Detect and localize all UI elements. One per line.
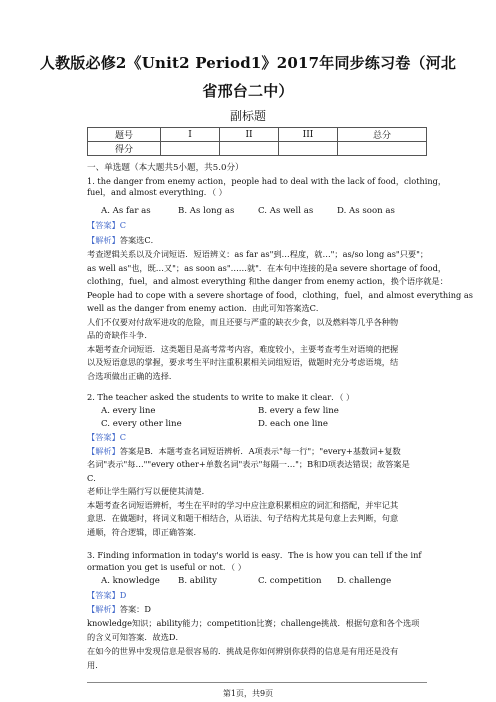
question-2-analysis-line: 意思．在做题时，将词义和题干相结合，从语法、句子结构尤其是句意上去判断，句意	[87, 513, 399, 523]
score-table-header: III	[279, 128, 338, 142]
question-1-option-c: C. As well as	[258, 206, 314, 216]
question-2-analysis-line: 名词"表示"每…""every other+单数名词"表示"每隔一…"；B和D项表达错误；故答案是	[87, 459, 410, 469]
question-3-analysis-line: 答案：D	[119, 604, 151, 614]
document-subtitle: 副标题	[229, 109, 266, 123]
score-table-header: I	[161, 128, 220, 142]
score-table	[87, 127, 427, 156]
question-1-line: 1. the danger from enemy action，people had to deal with the lack of food，clothing，	[87, 176, 447, 186]
question-1-analysis-line: 以及短语意思的掌握，要求考生平时注重积累相关词组短语，做题时充分考虑语境，结	[87, 357, 399, 367]
score-table-header: II	[220, 128, 279, 142]
score-table-header-row	[88, 128, 427, 142]
question-1-answer: 【答案】C	[87, 220, 127, 230]
question-1-analysis-line: People had to cope with a severe shortage of food，clothing，fuel，and almost everything as	[87, 290, 473, 300]
score-cell	[161, 142, 220, 156]
question-2-option-d: D. each one line	[258, 419, 328, 429]
question-3-option-b: B. ability	[178, 576, 217, 586]
question-3-option-c: C. competition	[258, 576, 322, 586]
question-3-line: 3. Finding information in today's world is easy．The is how you can tell if the inf	[87, 550, 422, 560]
question-3-option-a: A. knowledge	[101, 576, 160, 586]
score-cell	[220, 142, 279, 156]
footer-divider	[87, 682, 427, 683]
score-row-label: 得分	[88, 142, 161, 156]
question-3-answer: 【答案】D	[87, 590, 127, 600]
question-2-analysis-line: 本题考查名词短语辨析，考生在平时的学习中应注意积累相应的词汇和搭配，并牢记其	[87, 500, 399, 510]
question-3-analysis-line: 的含义可知答案．故选D．	[87, 632, 184, 642]
score-cell	[279, 142, 338, 156]
question-2-answer: 【答案】C	[87, 432, 127, 442]
question-1-analysis-line: 人们不仅要对付敌军进攻的危险，而且还要与严重的缺衣少食，以及燃料等几乎各种物	[87, 317, 399, 327]
score-table-header: 总分	[338, 128, 427, 142]
question-1-analysis-line: 品的奇缺作斗争．	[87, 330, 153, 340]
question-2-option-c: C. every other line	[101, 419, 182, 429]
question-2-analysis-line: 老师让学生隔行写以便使其清楚．	[87, 486, 210, 496]
document-title-line1: 人教版必修2《Unit2 Period1》2017年同步练习卷（河北	[39, 54, 457, 72]
question-1-line: fuel，and almost everything．（ ）	[87, 187, 227, 197]
question-1-analysis-line: 本题考查介词短语．这类题目是高考常考内容，难度较小，主要考查考生对语境的把握	[87, 344, 399, 354]
question-2-analysis-line: 答案是B．本题考查名词短语辨析．A项表示"每一行"；"every+基数词+复数	[119, 446, 401, 456]
score-table-row	[88, 142, 427, 156]
question-1-analysis-line: 考查逻辑关系以及介词短语．短语辨义：as far as"到…程度，就…"；as/so long as"只要"；	[87, 249, 429, 259]
question-1-analysis-line: 答案选C．	[119, 235, 159, 245]
analysis-label: 【解析】	[87, 604, 120, 614]
page-number: 第1页，共9页	[222, 689, 274, 698]
question-1-option-d: D. As soon as	[337, 206, 395, 216]
question-1-analysis-line: clothing，fuel，and almost everything 和the danger from enemy action，换个语序就是：	[87, 276, 448, 286]
question-3-analysis-line: 用．	[87, 660, 104, 670]
question-3-option-d: D. challenge	[337, 576, 392, 586]
question-2-analysis-line: 通顺，符合逻辑，即正确答案．	[87, 527, 202, 537]
analysis-label: 【解析】	[87, 446, 120, 456]
question-2-option-b: B. every a few line	[258, 406, 339, 416]
document-title-line2: 省邢台二中）	[202, 82, 294, 100]
question-1-analysis-line: 合选项做出正确的选择．	[87, 371, 178, 381]
score-table-header: 题号	[88, 128, 161, 142]
question-2-line: 2. The teacher asked the students to write to make it clear．（ ）	[87, 392, 355, 402]
question-3-analysis-line: knowledge知识；ability能力；competition比赛；challenge挑战．根据句意和各个选项	[87, 618, 420, 628]
question-1-option-b: B. As long as	[178, 206, 235, 216]
analysis-label: 【解析】	[87, 235, 120, 245]
score-cell	[338, 142, 427, 156]
question-1-analysis-line: as well as"也，既…又"；as soon as"……就"．在本句中连接的是a severe shortage of food，	[87, 263, 447, 273]
question-3-line: ormation you get is useful or not．（ ）	[87, 562, 246, 572]
question-2-analysis-line: C．	[87, 473, 102, 483]
section-heading: 一、单选题（本大题共5小题，共5.0分）	[87, 163, 244, 173]
question-3-analysis-line: 在如今的世界中发现信息是很容易的．挑战是你如何辨别你获得的信息是有用还是没有	[87, 646, 399, 656]
question-2-option-a: A. every line	[101, 406, 156, 416]
question-1-analysis-line: well as the danger from enemy action．由此可知答案选C．	[87, 303, 325, 313]
question-1-option-a: A. As far as	[101, 206, 151, 216]
